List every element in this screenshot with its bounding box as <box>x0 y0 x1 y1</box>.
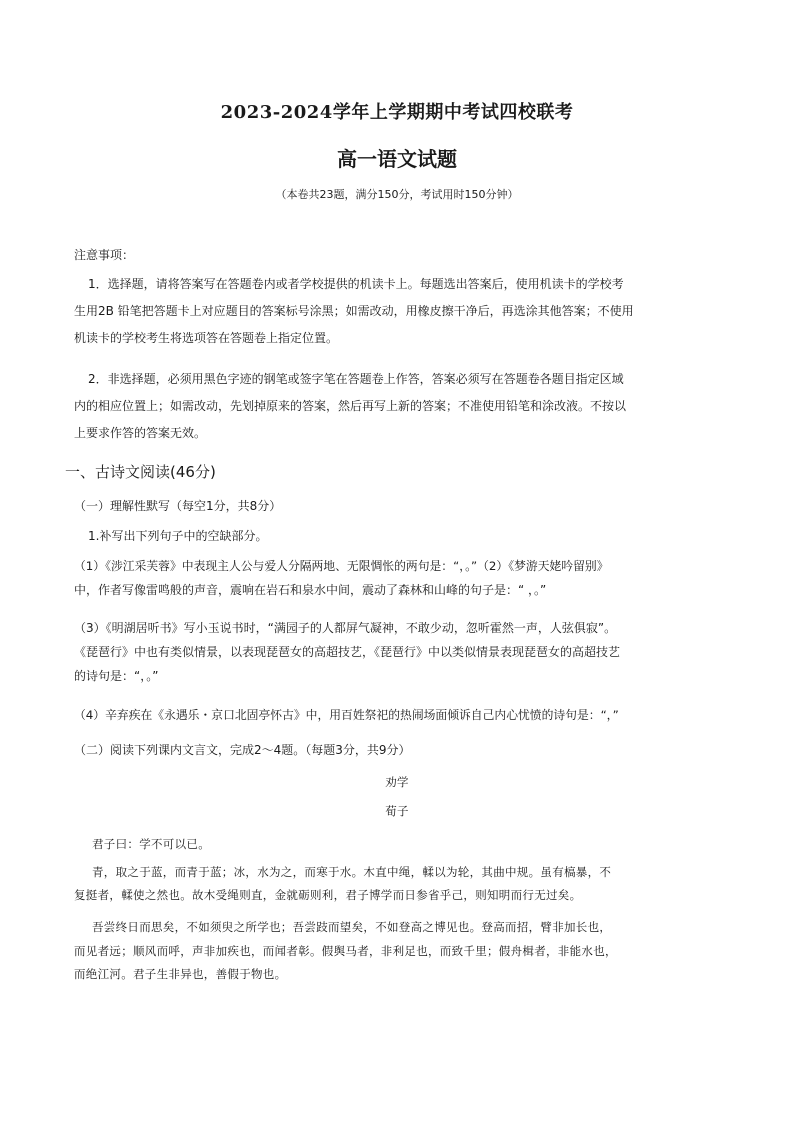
note-1-line-1: 1．选择题，请将答案写在答题卷内或者学校提供的机读卡上。每题选出答案后，使用机读卡的学校考 <box>88 277 624 291</box>
note-2-line-1: 2．非选择题，必须用黑色字迹的钢笔或签字笔在答题卷上作答，答案必须写在答题卷各题目指定区域 <box>88 372 624 386</box>
question-1-line-1: （1）《涉江采芙蓉》中表现主人公与爱人分隔两地、无限惆怅的两句是：“，。”（2）《梦游天姥吟留别》 <box>74 559 609 573</box>
passage-paragraph-2-line-2: 复挺者，輮使之然也。故木受绳则直，金就砺则利，君子博学而日参省乎己，则知明而行无过矣。 <box>74 888 582 902</box>
section-1-title: 一、古诗文阅读(46分) <box>65 463 216 481</box>
passage-paragraph-2-line-1: 青，取之于蓝，而青于蓝；冰，水为之，而寒于水。木直中绳，輮以为轮，其曲中规。虽有槁暴，不 <box>92 865 612 879</box>
exam-title: 2023-2024学年上学期期中考试四校联考 <box>220 102 574 123</box>
passage-paragraph-3-line-1: 吾尝终日而思矣，不如须臾之所学也；吾尝跂而望矣，不如登高之博见也。登高而招，臂非加长也， <box>92 920 612 934</box>
question-1-line-5: 的诗句是：“，。” <box>74 669 159 683</box>
passage-paragraph-3-line-3: 而绝江河。君子生非异也，善假于物也。 <box>74 967 287 981</box>
question-1-line-6: （4）辛弃疾在《永遇乐・京口北固亭怀古》中，用百姓祭祀的热闹场面倾诉自己内心忧愤的诗句是：“，” <box>74 708 619 722</box>
passage-title: 劝学 <box>385 775 409 789</box>
subject-title: 高一语文试题 <box>337 147 457 171</box>
passage-paragraph-1: 君子曰：学不可以已。 <box>92 837 210 851</box>
note-2-line-3: 上要求作答的答案无效。 <box>74 426 207 440</box>
passage-paragraph-3-line-2: 而见者远；顺风而呼，声非加疾也，而闻者彰。假舆马者，非利足也，而致千里；假舟楫者，非能水也， <box>74 944 617 958</box>
question-1-line-4: 《琵琶行》中也有类似情景，以表现琵琶女的高超技艺，《琵琶行》中以类似情景表现琵琶女的高超技艺 <box>74 645 621 659</box>
notes-heading: 注意事项： <box>74 248 135 262</box>
note-2-line-2: 内的相应位置上；如需改动，先划掉原来的答案，然后再写上新的答案；不准使用铅笔和涂改液。不按以 <box>74 399 627 413</box>
passage-author: 荀子 <box>385 804 409 818</box>
note-1-line-2: 生用2B 铅笔把答题卡上对应题目的答案标号涂黑；如需改动，用橡皮擦干净后，再选涂其他答案；不使用 <box>74 304 634 318</box>
part-1-title: （一）理解性默写（每空1分，共8分） <box>74 499 282 513</box>
question-1-line-2: 中，作者写像雷鸣般的声音，震响在岩石和泉水中间，震动了森林和山峰的句子是：“ ，。” <box>74 583 547 597</box>
exam-info: （本卷共23题，满分150分，考试用时150分钟） <box>275 188 519 201</box>
question-1-intro: 1.补写出下列句子中的空缺部分。 <box>88 529 268 543</box>
part-2-title: （二）阅读下列课内文言文，完成2～4题。（每题3分，共9分） <box>74 743 411 757</box>
question-1-line-3: （3）《明湖居听书》写小玉说书时，“满园子的人都屏气凝神，不敢少动，忽听霍然一声，人弦俱寂”。 <box>74 621 617 635</box>
note-1-line-3: 机读卡的学校考生将选项答在答题卷上指定位置。 <box>74 331 339 345</box>
